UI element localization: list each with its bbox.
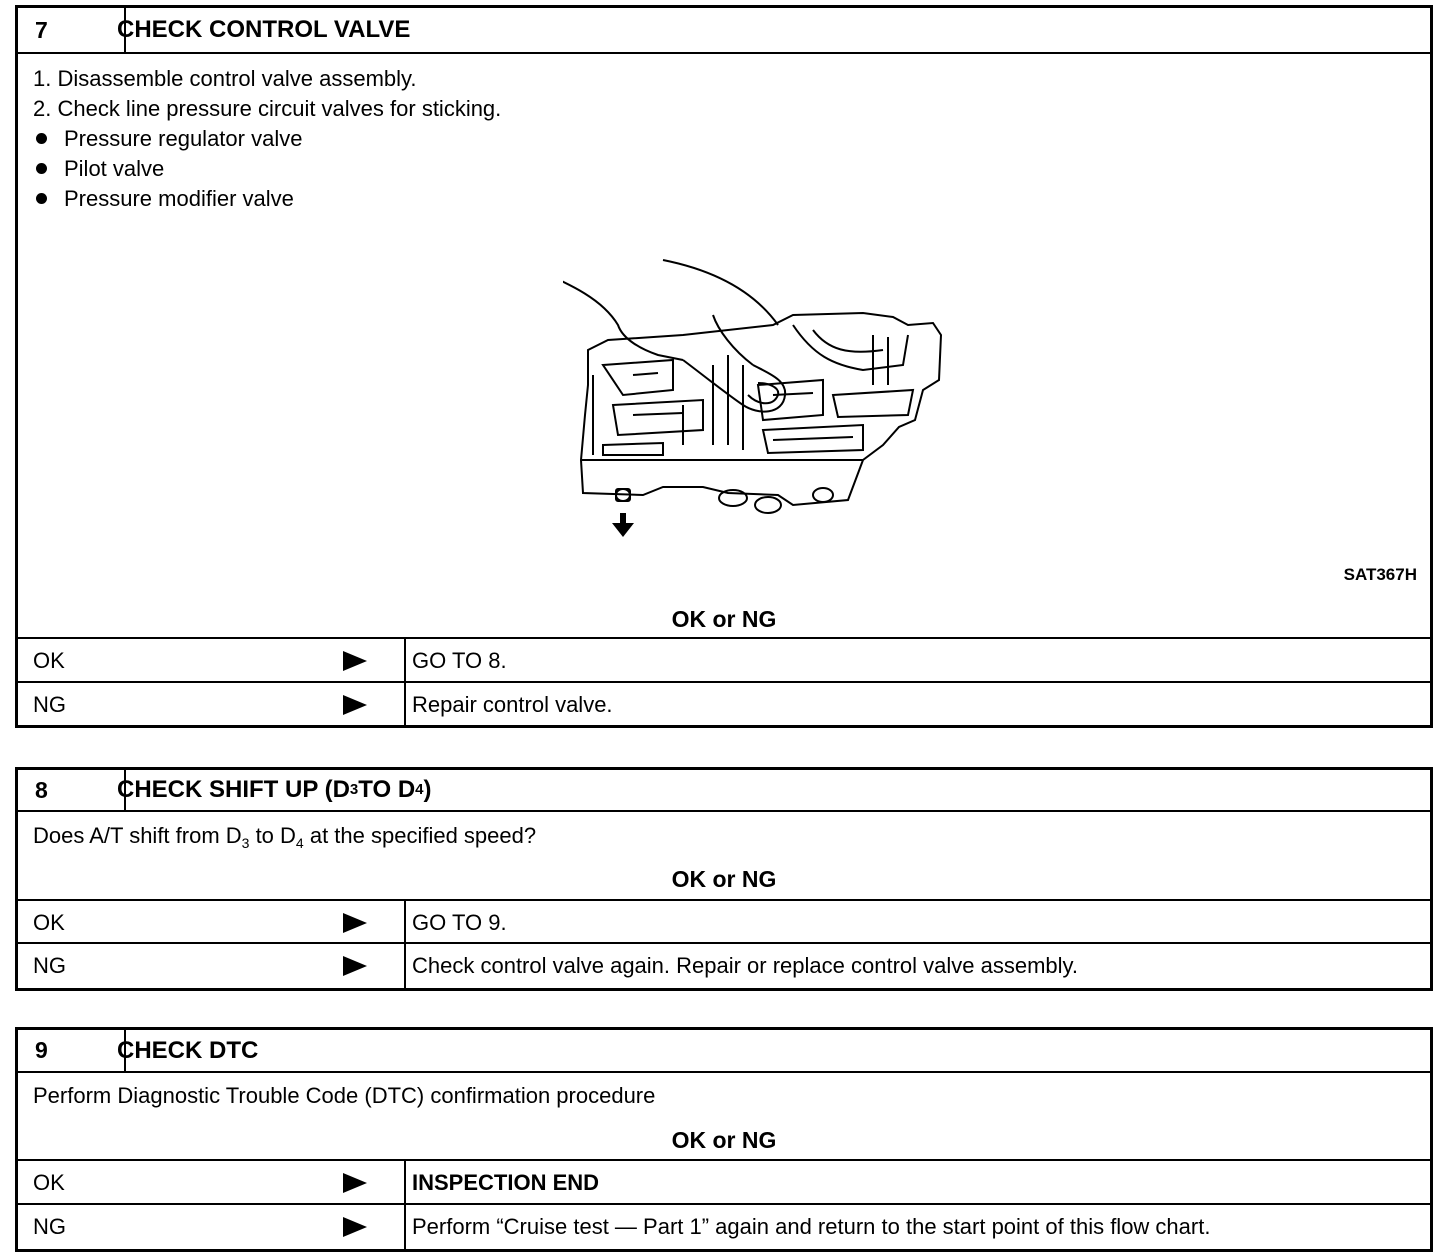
result-row-ng [18,681,1430,727]
result-value: INSPECTION END [412,1170,600,1195]
result-key: NG [33,1214,66,1239]
ok-or-ng-label: OK or NG [671,606,777,632]
result-row-ok [18,637,1430,683]
result-row-ok [18,899,1430,944]
figure-id: SAT367H [1343,565,1417,584]
bullet-item: Pressure regulator valve [33,126,302,152]
result-row-ng [18,942,1430,988]
step-number: 7 [18,8,126,52]
result-key: OK [33,1170,65,1195]
step-header [18,770,1430,812]
step-7-block [15,5,1433,728]
result-row-ok [18,1159,1430,1205]
step-header [18,8,1430,54]
result-value: GO TO 9. [412,909,507,935]
result-key: OK [33,648,65,673]
result-key: NG [33,692,66,717]
result-value: Perform “Cruise test — Part 1” again and return to the start point of this flow chart. [412,1214,1211,1239]
step-9-block [15,1027,1433,1252]
instruction-text: Perform Diagnostic Trouble Code (DTC) confirmation procedure [33,1083,656,1108]
instruction-2: 2. Check line pressure circuit valves for sticking. [33,96,502,121]
triangle-right-icon [341,955,369,977]
bullet-item: Pilot valve [33,156,164,182]
result-value: Repair control valve. [412,692,613,717]
result-row-ng [18,1203,1430,1249]
step-title: CHECK CONTROL VALVE [117,16,411,43]
bullet-item: Pressure modifier valve [33,186,294,212]
question-text: Does A/T shift from $D_3$ to $D_4$ at the specified speed? [33,823,537,851]
triangle-right-icon [341,1216,369,1238]
step-title: CHECK DTC [117,1036,259,1064]
result-key: OK [33,909,65,935]
step-8-block [15,767,1433,991]
result-value: Check control valve again. Repair or replace control valve assembly. [412,953,1079,978]
step-header [18,1030,1430,1073]
bullet-icon [36,163,47,174]
step-title: CHECK SHIFT UP (D 3 TO D 4 ) [117,776,432,803]
step-number: 9 [18,1030,126,1071]
triangle-right-icon [341,912,369,934]
triangle-right-icon [341,694,369,716]
control-valve-illustration [563,255,963,545]
bullet-icon [36,133,47,144]
triangle-right-icon [341,650,369,672]
step-number: 8 [18,770,126,810]
ok-or-ng-label: OK or NG [671,1127,777,1153]
triangle-right-icon [341,1172,369,1194]
ok-or-ng-label: OK or NG [671,866,777,892]
instruction-1: 1. Disassemble control valve assembly. [33,66,417,91]
bullet-icon [36,193,47,204]
result-value: GO TO 8. [412,648,507,673]
result-key: NG [33,953,66,978]
